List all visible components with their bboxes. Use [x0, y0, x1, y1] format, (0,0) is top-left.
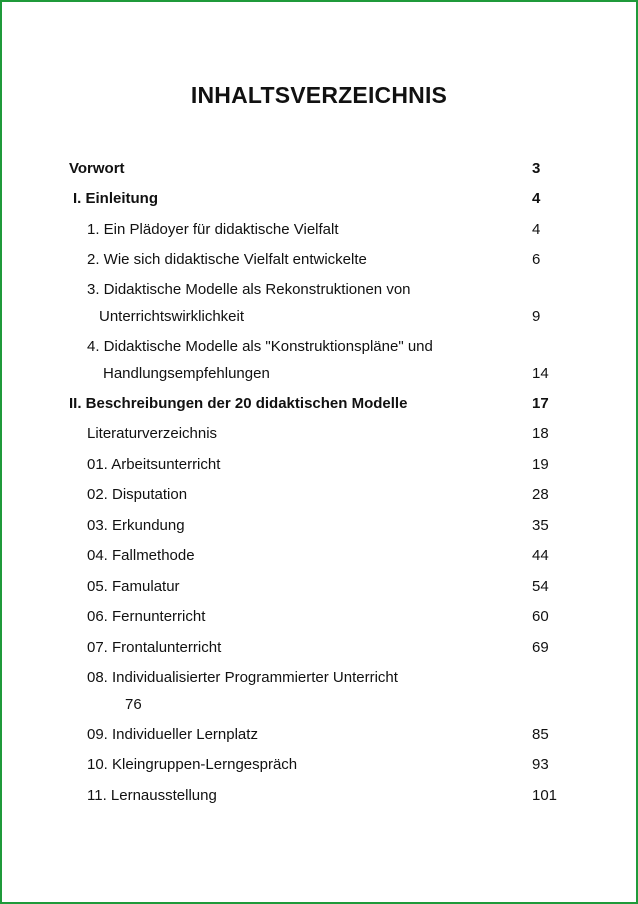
- toc-entry-page: 6: [532, 251, 541, 268]
- toc-entry-page: 9: [532, 308, 541, 325]
- toc-entry-text: Vorwort: [69, 160, 125, 177]
- toc-entry-text: 08. Individualisierter Programmierter Unterricht: [87, 669, 398, 686]
- toc-entry-page: 93: [532, 756, 549, 773]
- toc-entry-page: 14: [532, 365, 549, 382]
- toc-entry-page: 44: [532, 547, 549, 564]
- toc-entry-text: Unterrichtswirklichkeit: [99, 308, 245, 325]
- toc-entry-page: 85: [532, 726, 549, 743]
- toc-entry-text: Handlungsempfehlungen: [103, 365, 270, 382]
- toc-entry-text: 11. Lernausstellung: [87, 787, 217, 804]
- toc-entry-text: II. Beschreibungen der 20 didaktischen Modelle: [69, 395, 408, 412]
- toc-entry-page: 4: [532, 190, 541, 207]
- toc-entry-text: 1. Ein Plädoyer für didaktische Vielfalt: [87, 221, 339, 238]
- toc-entry-text: 07. Frontalunterricht: [87, 639, 222, 656]
- toc-entry-page: 76: [125, 696, 142, 713]
- toc-entry-page: 35: [532, 517, 549, 534]
- toc-entry-text: Literaturverzeichnis: [87, 425, 218, 442]
- page-title: INHALTSVERZEICHNIS: [190, 82, 448, 108]
- toc-entry-page: 4: [532, 221, 541, 238]
- toc-entry-text: 4. Didaktische Modelle als "Konstruktionspläne" und: [87, 338, 433, 355]
- toc-entry-text: 03. Erkundung: [87, 517, 185, 534]
- toc-entry-text: 3. Didaktische Modelle als Rekonstruktionen von: [87, 281, 411, 298]
- toc-entry-text: 09. Individueller Lernplatz: [87, 726, 258, 743]
- toc-entry-text: 2. Wie sich didaktische Vielfalt entwickelte: [87, 251, 367, 268]
- toc-entry-page: 28: [532, 486, 549, 503]
- toc-entry-page: 60: [532, 608, 549, 625]
- toc-entry-page: 3: [532, 160, 541, 177]
- toc-entry-text: 02. Disputation: [87, 486, 188, 503]
- toc-entry-page: 18: [532, 425, 549, 442]
- toc-entry-text: 01. Arbeitsunterricht: [87, 456, 221, 473]
- toc-entry-text: 05. Famulatur: [87, 578, 180, 595]
- toc-entry-page: 101: [532, 787, 558, 804]
- toc-entry-text: 06. Fernunterricht: [87, 608, 206, 625]
- toc-entry-text: I. Einleitung: [73, 190, 158, 207]
- toc-entry-page: 54: [532, 578, 549, 595]
- toc-entry-page: 19: [532, 456, 549, 473]
- toc-entry-text: 10. Kleingruppen-Lerngespräch: [87, 756, 298, 773]
- toc-entry-page: 69: [532, 639, 549, 656]
- toc-entry-page: 17: [532, 395, 549, 412]
- toc-entry-text: 04. Fallmethode: [87, 547, 195, 564]
